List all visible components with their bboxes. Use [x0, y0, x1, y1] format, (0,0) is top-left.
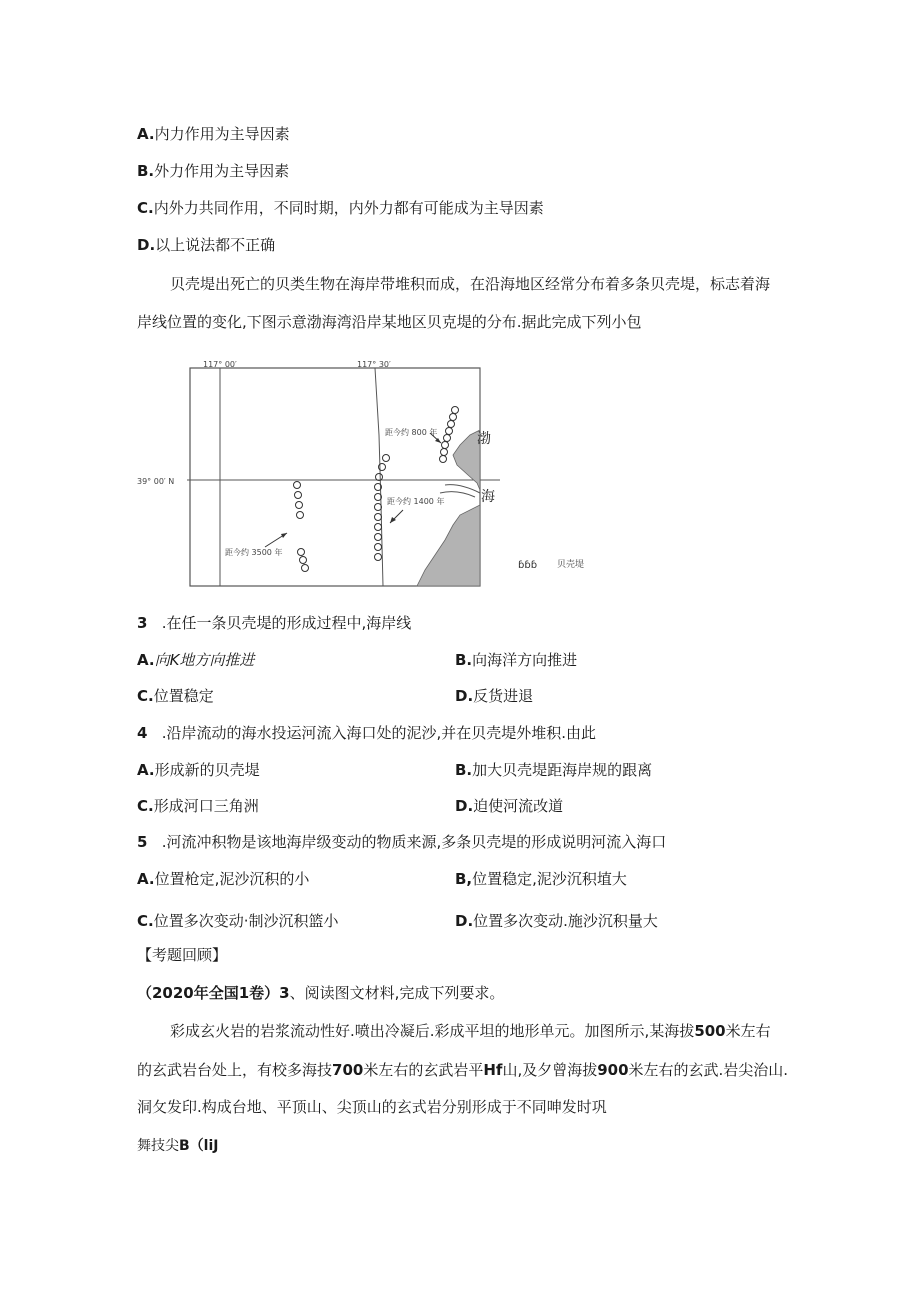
intro-line-1: 贝壳堤出死亡的贝类生物在海岸带堆积而成，在沿海地区经常分布着多条贝壳堤，标志着海 [170, 275, 771, 293]
option-text: 内力作用为主导因素 [154, 125, 290, 143]
option-b-line [137, 161, 289, 181]
q3-option-c: C.位置稳定 [137, 687, 214, 705]
option-c-line [137, 198, 544, 218]
option-letter: A. [137, 125, 155, 143]
option-letter: B. [137, 162, 155, 180]
q5-option-b: B,位置稳定,泥沙沉积埴大 [455, 870, 627, 888]
river-mouth-2 [440, 492, 475, 497]
passage-line-1: 彩成玄火岩的岩浆流动性好.喷出冷凝后.彩成平坦的地形单元。加图所示,某海拔500米左右 [170, 1022, 771, 1040]
q5-stem [137, 832, 666, 852]
question-number: 4 [137, 724, 148, 742]
q4-option-d: D.迫使河流改道 [455, 797, 564, 815]
q5-option-a: A.位置枪定,泥沙沉积的小 [137, 870, 310, 888]
question-number: 3 [137, 614, 148, 632]
map-svg [135, 355, 605, 590]
option-text: 内外力共同作用，不同时期，内外力都有可能成为主导因素 [153, 199, 544, 217]
arrow-3500-head [281, 533, 287, 538]
label-1400: 距今约 1400 年 [387, 497, 445, 506]
review-source-text: 、阅读图文材料,完成下列要求。 [289, 984, 505, 1002]
option-letter: D. [137, 236, 156, 254]
sea-label-2: 海 [481, 489, 495, 505]
q4-stem [137, 723, 596, 743]
question-text: .在任一条贝壳堤的形成过程中,海岸线 [161, 614, 412, 632]
passage-line-2: 的玄武岩台处上，有校多海技700米左右的玄武岩平Hf山,及夕曾海拔900米左右的玄武.岩尖治山. [137, 1061, 789, 1079]
shell-ridge-map [135, 355, 605, 590]
label-3500: 距今约 3500 年 [225, 548, 283, 557]
review-header: 【考题回顾】 [137, 946, 228, 964]
q4-option-b: B.加大贝壳堤距海岸规的跟离 [455, 761, 653, 779]
option-a-line [137, 124, 290, 144]
lat-label: 39° 00′ N [137, 477, 175, 486]
question-text: .河流冲积物是该地海岸级变动的物质来源,多条贝壳堤的形成说明河流入海口 [161, 833, 667, 851]
q3-option-a: A.向K地方向推进 [137, 651, 255, 669]
q3-option-b: B.向海洋方向推进 [455, 651, 578, 669]
question-number: 5 [137, 833, 148, 851]
intro-line-2: 岸线位置的变化,下图示意渤海湾沿岸某地区贝克堤的分布.据此完成下列小包 [137, 313, 642, 331]
passage-line-3: 洞攵发印.构成台地、平顶山、尖顶山的玄式岩分别形成于不同呻发时巩 [137, 1098, 607, 1116]
q5-option-d: D.位置多次变动.施沙沉积量大 [455, 912, 658, 930]
lon-label-1: 117° 00′ [203, 360, 237, 369]
sea-label-1: 渤 [477, 431, 491, 447]
lon-label-2: 117° 30′ [357, 360, 391, 369]
review-source [137, 983, 504, 1003]
review-source-year: （2020年全国1卷）3 [137, 984, 290, 1002]
q4-option-a: A.形成新的贝壳堤 [137, 761, 260, 779]
shell-ridge-3500 [294, 482, 309, 572]
question-text: .沿岸流动的海水投运河流入海口处的泥沙,并在贝壳堤外堆积.由此 [161, 724, 597, 742]
q4-option-c: C.形成河口三角洲 [137, 797, 259, 815]
q3-stem [137, 613, 411, 633]
legend-symbol: ɓɓɓ [518, 560, 538, 571]
option-letter: C. [137, 199, 154, 217]
option-text: 外力作用为主导因素 [154, 162, 290, 180]
q3-option-d: D.反货进退 [455, 687, 534, 705]
passage-footer: 舞技尖B（liJ [137, 1138, 219, 1154]
label-800: 距今约 800 年 [385, 428, 438, 437]
option-text: 以上说法都不正确 [155, 236, 276, 254]
option-d-line [137, 235, 275, 255]
sea-area [417, 368, 480, 586]
q5-option-c: C.位置多次变动·制沙沉积篮小 [137, 912, 339, 930]
legend-label: 贝壳堤 [557, 560, 585, 570]
